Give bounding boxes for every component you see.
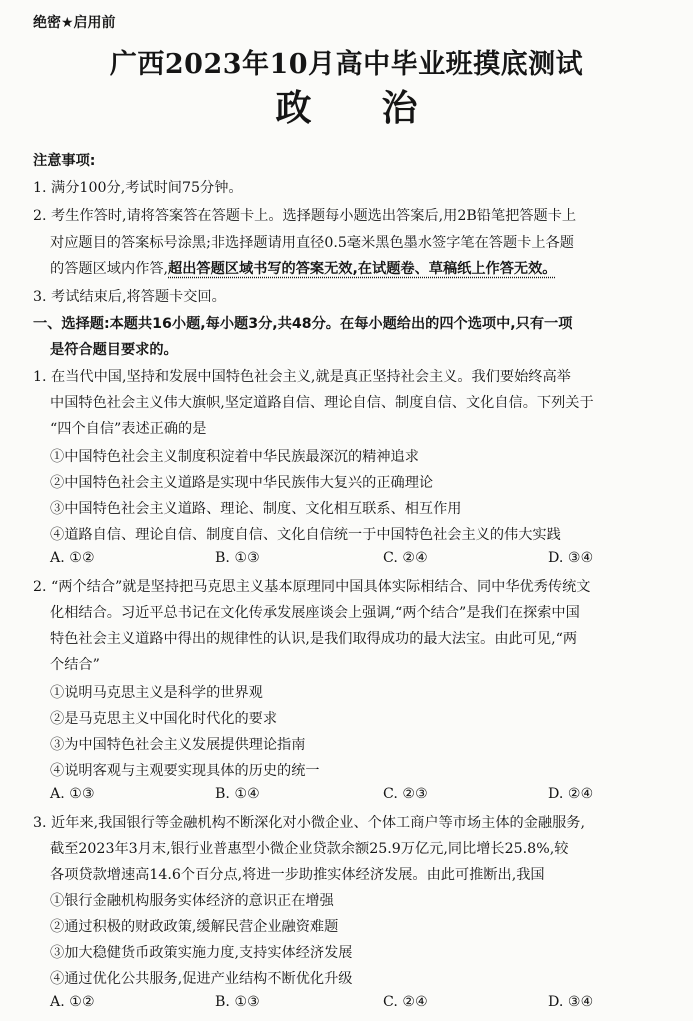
note-2-line-3 — [50, 258, 556, 278]
section-1-instructions-line-2: 是符合题目要求的。 — [50, 342, 178, 358]
q2-stem-line-2: 化相结合。习近平总书记在文化传承发展座谈会上强调,“两个结合”是我们在探索中国 — [50, 605, 580, 621]
confidential-mark: 绝密★启用前 — [33, 15, 116, 31]
q3-statement-2: ②通过积极的财政政策,缓解民营企业融资难题 — [50, 919, 339, 935]
q3-option-b: B. ①③ — [215, 994, 260, 1010]
note-2-line-1: 2. 考生作答时,请将答案答在答题卡上。选择题每小题选出答案后,用2B铅笔把答题卡上 — [33, 208, 577, 224]
q3-statement-1: ①银行金融机构服务实体经济的意识正在增强 — [50, 893, 334, 909]
q3-option-a: A. ①② — [50, 994, 95, 1010]
q2-statement-3: ③为中国特色社会主义发展提供理论指南 — [50, 737, 306, 753]
q3-option-d: D. ③④ — [548, 994, 594, 1010]
q2-stem-line-1: 2. “两个结合”就是坚持把马克思主义基本原理同中国具体实际相结合、同中华优秀传统文 — [33, 579, 591, 595]
q1-option-d: D. ③④ — [548, 550, 594, 566]
q1-statement-3: ③中国特色社会主义道路、理论、制度、文化相互联系、相互作用 — [50, 501, 462, 517]
q3-statement-4: ④通过优化公共服务,促进产业结构不断优化升级 — [50, 971, 353, 987]
subject-title: 政治 — [275, 88, 488, 129]
section-1-instructions-line-1: 一、选择题:本题共16小题,每小题3分,共48分。在每小题给出的四个选项中,只有一项 — [33, 316, 573, 332]
q1-statement-4: ④道路自信、理论自信、制度自信、文化自信统一于中国特色社会主义的伟大实践 — [50, 527, 561, 543]
q3-stem-line-1: 3. 近年来,我国银行等金融机构不断深化对小微企业、个体工商户等市场主体的金融服务, — [33, 815, 586, 831]
q2-option-c: C. ②③ — [383, 786, 428, 802]
exam-title: 广西2023年10月高中毕业班摸底测试 — [109, 49, 584, 80]
q2-statement-4: ④说明客观与主观要实现具体的历史的统一 — [50, 763, 320, 779]
q2-option-d: D. ②④ — [548, 786, 594, 802]
q1-stem-line-1: 1. 在当代中国,坚持和发展中国特色社会主义,就是真正坚持社会主义。我们要始终高举 — [33, 369, 571, 385]
q1-statement-2: ②中国特色社会主义道路是实现中华民族伟大复兴的正确理论 — [50, 475, 434, 491]
q1-stem-line-2: 中国特色社会主义伟大旗帜,坚定道路自信、理论自信、制度自信、文化自信。下列关于 — [50, 395, 594, 411]
note-2-line-2: 对应题目的答案标号涂黑;非选择题请用直径0.5毫米黑色墨水签字笔在答题卡上各题 — [50, 235, 574, 251]
q2-option-b: B. ①④ — [215, 786, 260, 802]
q2-statement-2: ②是马克思主义中国化时代化的要求 — [50, 711, 278, 727]
q1-option-a: A. ①② — [50, 550, 95, 566]
q1-option-c: C. ②④ — [383, 550, 428, 566]
notes-heading: 注意事项: — [33, 153, 96, 169]
q2-stem-line-4: 个结合” — [50, 657, 100, 673]
q3-stem-line-3: 各项贷款增速高14.6个百分点,将进一步助推实体经济发展。由此可推断出,我国 — [50, 867, 545, 883]
q1-option-b: B. ①③ — [215, 550, 260, 566]
q2-stem-line-3: 特色社会主义道路中得出的规律性的认识,是我们取得成功的最大法宝。由此可见,“两 — [50, 631, 578, 647]
q3-statement-3: ③加大稳健货币政策实施力度,支持实体经济发展 — [50, 945, 353, 961]
q1-statement-1: ①中国特色社会主义制度积淀着中华民族最深沉的精神追求 — [50, 449, 419, 465]
q2-statement-1: ①说明马克思主义是科学的世界观 — [50, 685, 263, 701]
q2-option-a: A. ①③ — [50, 786, 95, 802]
note-1: 1. 满分100分,考试时间75分钟。 — [33, 180, 243, 196]
q1-stem-line-3: “四个自信”表述正确的是 — [50, 421, 207, 437]
note-3: 3. 考试结束后,将答题卡交回。 — [33, 289, 226, 305]
note-2-emphasis: 超出答题区域书写的答案无效,在试题卷、草稿纸上作答无效。 — [168, 261, 557, 277]
q3-option-c: C. ②④ — [383, 994, 428, 1010]
q3-stem-line-2: 截至2023年3月末,银行业普惠型小微企业贷款余额25.9万亿元,同比增长25.8%,较 — [50, 841, 569, 857]
note-2-text: 的答题区域内作答, — [50, 261, 169, 277]
